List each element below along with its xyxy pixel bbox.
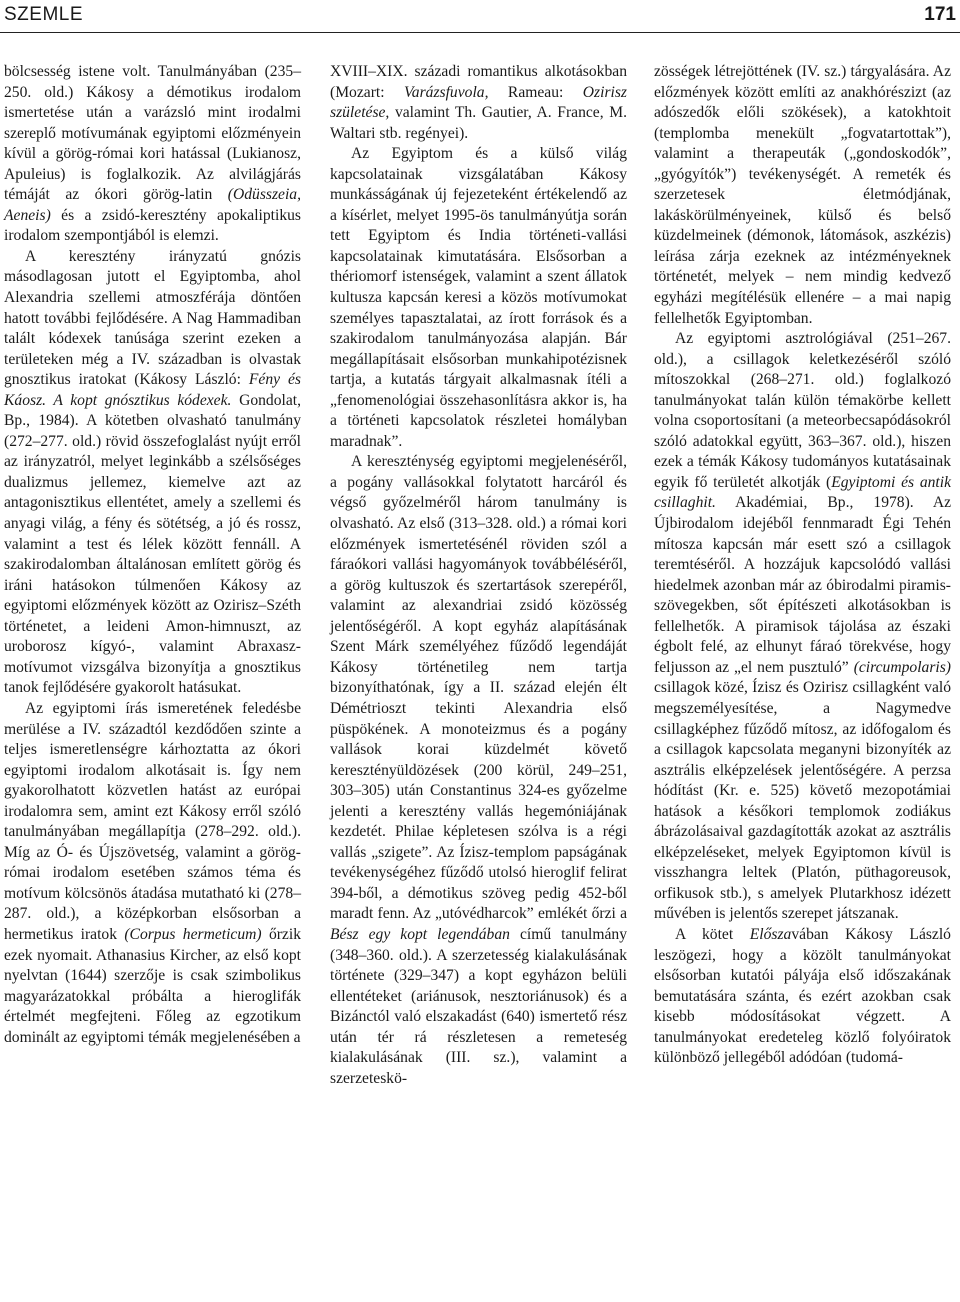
section-title: SZEMLE <box>4 4 84 25</box>
paragraph: zösségek létrejöttének (IV. sz.) tárgyalására. Az előzmények között említi az anakhórészizt (az adószedők előli szökések), a katokhtoit (templomba menekült „fogvatartottak”), valamint a therapeuták („gondoskodók”, „gyógyítók”) tevékenységét. A remeték és szerzetesek életmódjának, lakáskörülményeinek, külső és belső küzdelmeinek (démonok, látomások, aszkézis) leírása zárja ezeknek az intézményeknek történetét, melyek – nem mindig kedvező egyházi megítélésük ellenére – a mai napig fellelhetők Egyiptomban. <box>654 63 951 327</box>
paragraph: XVIII–XIX. századi romantikus alkotásokban (Mozart: Varázsfuvola, Rameau: Ozirisz születése, valamint Th. Gautier, A. France, M. Waltari stb. regényei). <box>330 63 627 142</box>
text-column-1 <box>4 62 301 1048</box>
paragraph: A kötet Előszavában Kákosy László leszögezi, hogy a közölt tanulmányokat elsősorban kutatói pályája első időszakának bemutatására szánta, és ezért azokban csak kisebb módosításokat végzett. A tanulmányokat eredeteleg közlő folyóiratok különböző jellegéből adódóan (tudomá- <box>654 925 951 1067</box>
text-column-3 <box>654 62 951 1069</box>
text-column-2 <box>330 62 627 1089</box>
running-header <box>0 0 960 33</box>
paragraph: A keresztény irányzatú gnózis másodlagosan jutott el Egyiptomba, ahol Alexandria szellemi atmoszférája döntően hatott további fejlődésére. A Nag Hammadiban talált kódexek tanúsága szerint ezeken a területeken még a IV. században is olvastak gnosztikus iratokat (Kákosy László: Fény és Káosz. A kopt gnósztikus kódexek. Gondolat, Bp., 1984). A kötetben olvasható tanulmány (272–277. old.) rövid összefoglalást nyújt erről az irányzatról, melyet leginkább a szélsőséges dualizmus jellemez, kiemelve azt az antagonisztikus ellentétet, amely a szellemi és anyagi világ, a fény és sötétség, a jó és rossz, valamint a test és lélek között fennáll. A szakirodalomban általánosan említett görög és iráni hatásokon túlmenően Kákosy az egyiptomi előzmények között az Ozirisz–Széth történetet, a leideni Amon-himnuszt, az uroborosz kígyó-, valamint Abraxasz-motívumot vizsgálva bizonyítja a gnosztikus tanok fejlődésére gyakorolt hatásukat. <box>4 247 301 697</box>
paragraph: Az egyiptomi írás ismeretének feledésbe merülése a IV. századtól kezdődően szinte a teljes ismeretlenségre kárhoztatta az ókori egyiptomi irodalom alkotásait is. Így nem gyakorolhatott közvetlen hatást az európai irodalomra sem, amint ezt Kákosy erről szóló tanulmányában megállapítja (278–292. old.). Míg az Ó- és Újszövetség, valamint a görög-római irodalom esetében számos téma és motívum kölcsönös átadása mutatható ki (278–287. old.), a középkorban elsősorban a hermetikus iratok (Corpus hermeticum) őrzik ezek nyomait. Athanasius Kircher, az első kopt nyelvtan (1644) szerzője is csak szimbolikus magyarázatokkal próbálta a hieroglifák értelmét megfejteni. Főleg az egzotikum dominált az egyiptomi témák megjelenésében a <box>4 699 301 1046</box>
page-number: 171 <box>924 4 956 25</box>
paragraph: Az egyiptomi asztrológiával (251–267. old.), a csillagok keletkezéséről szóló mítoszokkal (268–271. old.) foglalkozó tanulmányokat talán külön témakörbe kellett volna csoportosítani (a meteorbecsapódásokról szóló adatokkal együtt, 363–367. old.), hiszen ezek a témák Kákosy tudományos kutatásainak egyik fő területét alkotják (Egyiptomi és antik csillaghit. Akadémiai, Bp., 1978). Az Újbirodalom idejéből fennmaradt Égi Tehén mítosza kapcsán már esett szó a csillagok teremtéséről. A hozzájuk kapcsolódó vallási hiedelmek azonban már az óbirodalmi piramis-szövegekben, sőt építészeti alkotásokban is fellelhetők. A piramisok tájolása az északi égbolt felé, az elhunyt fáraó törekvése, hogy feljusson az „el nem pusztuló” (circumpolaris) csillagok közé, Ízisz és Ozirisz csillagként való megszemélyesítése, a Nagymedve csillagképhez fűződő mítosz, az időfogalom és a csillagok kapcsolata meganyni bizonyíték az asztrális elképzelések jelentőségére. A perzsa hódítást (Kr. e. 525) követő mezopotámiai hatások a későkori templomok zodiákus ábrázolásaival gazdagították azokat az asztrális elképzeléseket, melyek Egyiptomon kívül is visszhangra leltek (Platón, püthagoreusok, orfikusok stb.), s amelyek Plutarkhosz idézett művében is jelentős szerepet játszanak. <box>654 330 951 923</box>
paragraph: A kereszténység egyiptomi megjelenéséről, a pogány vallásokkal folytatott harcáról és végső győzelméről három tanulmány is olvasható. Az első (313–328. old.) a római kori előzmények ismertetésénél röviden szól a fáraókori vallási hagyományok továbbéléséről, a görög kultuszok és szertartások szerepéről, valamint az alexandriai zsidó közösség jelentőségéről. A kopt egyház alapításának Szent Márk személyéhez fűződő legendáját Kákosy történetileg nem tartja bizonyíthatónak, így a II. század elején élt Démétrioszt tekinti Alexandria első püspökének. A monoteizmus és a pogány vallások korai küzdelmét követő keresztényüldözések (200 körül, 249–251, 303–305) után Constantinus 324-es győzelme jelenti a keresztény vallás hegemóniájának kezdetét. Philae képletesen szólva is a régi vallás „szigete”. Az Ízisz-templom papságának tevékenységéhez fűződő utolsó hieroglif felirat 394-ből, a démotikus szöveg pedig 452-ből maradt fenn. Az „utóvédharcok” emlékét őrzi a Bész egy kopt legendában című tanulmány (348–360. old.). A szerzetesség kialakulásának története (329–347) a kopt egyházon belüli ellentéteket (ariánusok, nesztoriánusok) és a Bizánctól való elszakadást (640) ismertető rész után tér rá részletesen a remeteség kialakulásának (III. sz.), valamint a szerzeteskö- <box>330 453 627 1087</box>
paragraph: Az Egyiptom és a külső világ kapcsolatainak vizsgálatában Kákosy munkásságának új fejezeteként értékelendő az a kísérlet, melyet 1995-ös tanulmányútja során tett Egyiptom és India történeti-vallási kapcsolatainak kimutatására. Elsősorban a thériomorf istenségek, valamint a szent állatok kultusza kapcsán keresi a közös motívumokat személyes tapasztalatai, az írott források és a szakirodalom tanulmányozása alapján. Bár megállapításait elsősorban munkahipotézisnek tartja, a kutatás tárgyait alkalmasnak ítéli a „fenomenológiai összehasonlításra akkor is, ha a történeti kapcsolatok részletei homályban maradnak”. <box>330 145 627 450</box>
paragraph: bölcsesség istene volt. Tanulmányában (235–250. old.) Kákosy a démotikus irodalom ismertetése után a varázsló mint irodalmi szereplő motívumának egyiptomi előzményein kívül a görög-római kori hatással (Lukianosz, Apuleius) is foglalkozik. Az alvilágjárás témáját az ókori görög-latin (Odüsszeia, Aeneis) és a zsidó-keresztény apokaliptikus irodalom szempontjából is elemzi. <box>4 63 301 245</box>
